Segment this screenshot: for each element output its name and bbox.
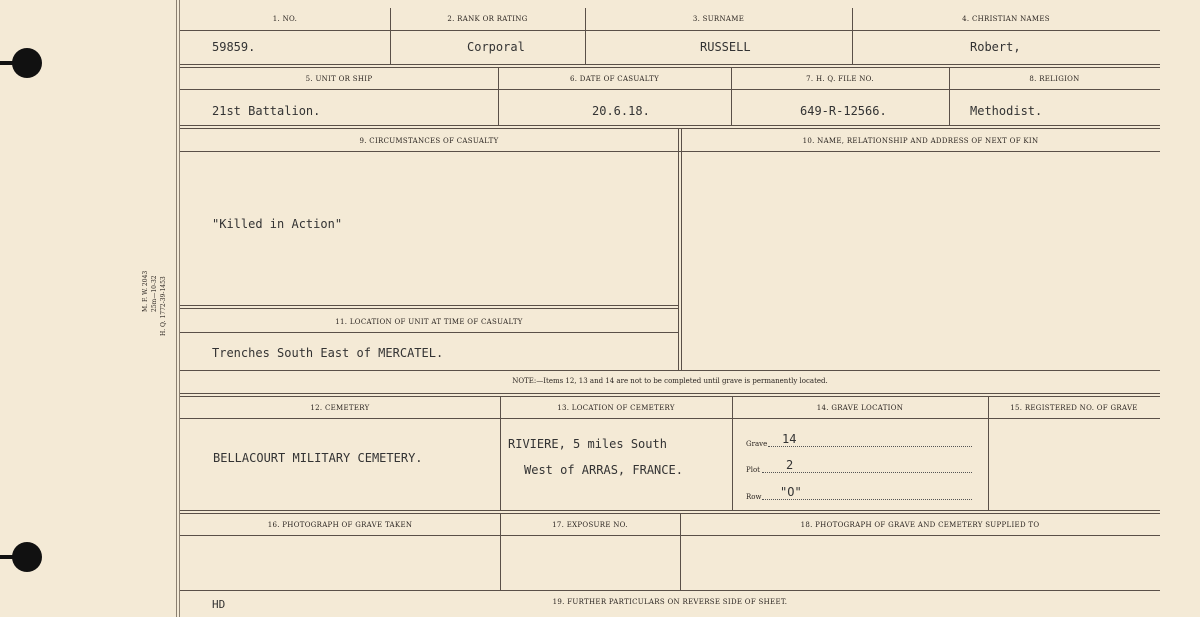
grave-label: Grave (746, 440, 768, 448)
cemetery-location-2: West of ARRAS, FRANCE. (524, 463, 683, 477)
initials: HD (212, 598, 226, 611)
unit: 21st Battalion. (212, 104, 321, 118)
cemetery-location-1: RIVIERE, 5 miles South (508, 437, 667, 451)
label-cemetery: 12. CEMETERY (310, 404, 370, 412)
label-next-of-kin: 10. NAME, RELATIONSHIP AND ADDRESS OF NEXT OF KIN (802, 137, 1039, 145)
label-circumstances: 9. CIRCUMSTANCES OF CASUALTY (359, 137, 499, 145)
label-location-cemetery: 13. LOCATION OF CEMETERY (557, 404, 675, 412)
label-exposure-no: 17. EXPOSURE NO. (552, 521, 628, 529)
row-value: "O" (780, 485, 802, 499)
margin-code: H. Q. 1772-39-1453 (160, 276, 167, 336)
binder-tab (0, 555, 14, 559)
rank: Corporal (467, 40, 525, 54)
margin-code: 25m—10-32 (151, 275, 158, 312)
label-photograph-taken: 16. PHOTOGRAPH OF GRAVE TAKEN (267, 521, 413, 529)
casualty-date: 20.6.18. (592, 104, 650, 118)
label-photograph-supplied: 18. PHOTOGRAPH OF GRAVE AND CEMETERY SUPPLIED TO (800, 521, 1040, 529)
label-location-unit: 11. LOCATION OF UNIT AT TIME OF CASUALTY (335, 318, 523, 326)
binder-tab (0, 61, 14, 65)
christian-names: Robert, (970, 40, 1021, 54)
note: NOTE:—Items 12, 13 and 14 are not to be completed until grave is permanently located. (512, 377, 828, 385)
label-registered-no: 15. REGISTERED NO. OF GRAVE (1010, 404, 1138, 412)
grave-number: 14 (782, 432, 797, 446)
binder-hole-bottom (12, 542, 42, 572)
label-religion: 8. RELIGION (1029, 75, 1080, 83)
surname: RUSSELL (700, 40, 751, 54)
label-christian-names: 4. CHRISTIAN NAMES (962, 15, 1050, 23)
label-surname: 3. SURNAME (692, 15, 745, 23)
label-file-no: 7. H. Q. FILE NO. (806, 75, 874, 83)
location-unit: Trenches South East of MERCATEL. (212, 346, 444, 360)
binder-hole-top (12, 48, 42, 78)
service-number: 59859. (212, 40, 256, 54)
circumstances: "Killed in Action" (212, 217, 343, 231)
footer-note: 19. FURTHER PARTICULARS ON REVERSE SIDE OF SHEET. (552, 598, 788, 606)
label-unit: 5. UNIT OR SHIP (305, 75, 373, 83)
margin-code: M. F. W. 2043 (142, 270, 149, 312)
plot-label: Plot (746, 466, 760, 474)
plot-number: 2 (786, 458, 794, 472)
label-grave-location: 14. GRAVE LOCATION (816, 404, 904, 412)
file-number: 649-R-12566. (800, 104, 887, 118)
cemetery: BELLACOURT MILITARY CEMETERY. (213, 451, 423, 465)
label-date: 6. DATE OF CASUALTY (569, 75, 660, 83)
religion: Methodist. (970, 104, 1043, 118)
row-label: Row (746, 493, 762, 501)
margin-line (176, 0, 177, 617)
label-rank: 2. RANK OR RATING (447, 15, 528, 23)
label-number: 1. NO. (272, 15, 298, 23)
